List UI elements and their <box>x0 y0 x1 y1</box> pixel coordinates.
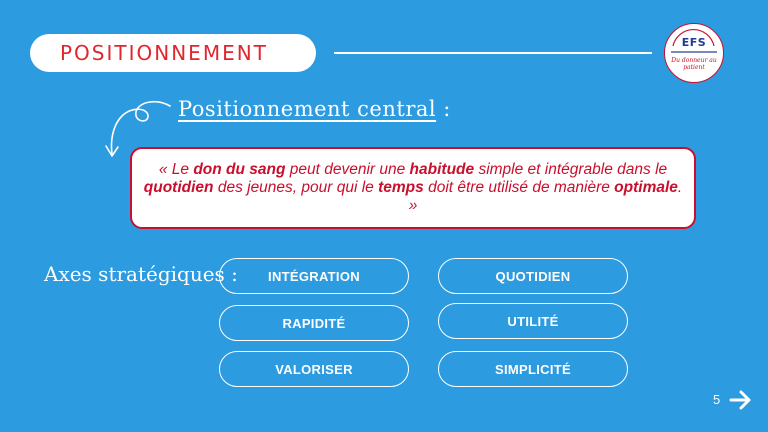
quote-segment: peut devenir une <box>285 161 410 178</box>
logo-letters: EFS <box>681 36 707 49</box>
section-subtitle <box>178 97 451 121</box>
quote-segment: simple et intégrable dans le <box>474 161 668 178</box>
quote-segment: doit être utilisé de manière <box>423 179 615 196</box>
page-number: 5 <box>713 392 721 407</box>
axis-pill-integration: INTÉGRATION <box>219 258 409 294</box>
subtitle-text: Positionnement central <box>178 97 437 121</box>
subtitle-colon: : <box>436 97 451 121</box>
quote-segment: . » <box>408 179 683 214</box>
axes-label: Axes stratégiques : <box>44 262 238 286</box>
quote-emphasis: don du sang <box>193 161 286 178</box>
quote-segment: des jeunes, pour qui le <box>213 179 379 196</box>
quote-emphasis: habitude <box>409 161 475 178</box>
slide-title: POSITIONNEMENT <box>60 41 268 65</box>
quote-text <box>141 161 686 215</box>
axis-pill-quotidien: QUOTIDIEN <box>438 258 628 294</box>
header-divider <box>334 52 652 54</box>
arrow-right-icon[interactable] <box>729 389 753 411</box>
axis-pill-valoriser: VALORISER <box>219 351 409 387</box>
quote-emphasis: temps <box>378 179 424 196</box>
quote-emphasis: quotidien <box>143 179 214 196</box>
quote-box <box>130 147 696 229</box>
efs-logo <box>664 23 724 83</box>
slide-title-pill <box>30 34 316 72</box>
logo-tagline: Du donneur au patient <box>671 57 717 71</box>
quote-segment: « Le <box>158 161 194 178</box>
logo-divider <box>671 51 717 53</box>
axis-pill-utilite: UTILITÉ <box>438 303 628 339</box>
axis-pill-rapidite: RAPIDITÉ <box>219 305 409 341</box>
quote-emphasis: optimale <box>614 179 678 196</box>
axis-pill-simplicite: SIMPLICITÉ <box>438 351 628 387</box>
